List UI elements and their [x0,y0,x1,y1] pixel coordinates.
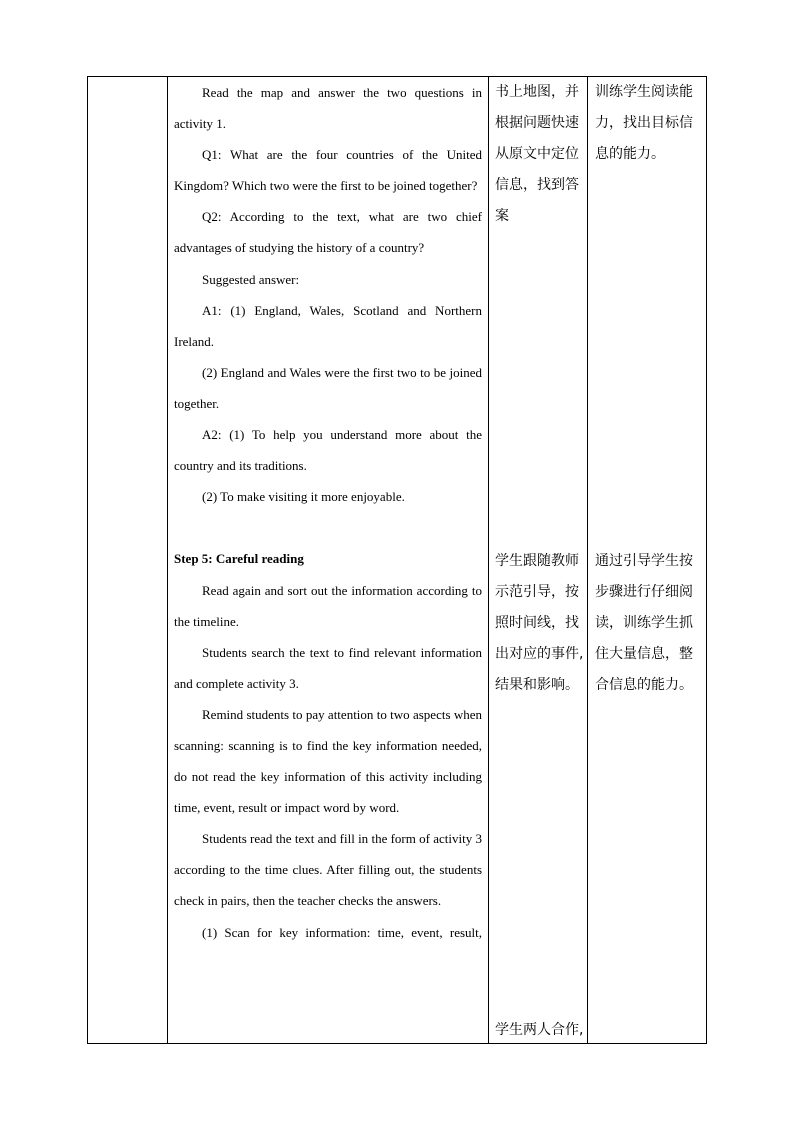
design-text-line: 读，训练学生抓 [595,615,693,631]
lesson-plan-table [87,76,707,1044]
student-activity-block-1 [495,77,579,232]
design-text-line: 力，找出目标信 [595,115,693,131]
step-5-paragraph: (1) Scan for key information: time, event, result, [202,924,482,940]
column-blank [88,77,167,1043]
column-teaching-activities [169,77,487,1043]
suggested-answer-label: Suggested answer: [202,271,300,287]
student-text-line: 照时间线，找 [495,615,579,631]
student-text-line: 书上地图，并 [495,84,579,100]
student-text-line: 信息，找到答 [495,177,579,193]
design-intent-block-2 [595,546,693,701]
answer-2-part-2: (2) To make visiting it more enjoyable. [202,489,405,505]
column-divider [587,77,588,1043]
student-text-line: 出对应的事件, [495,646,584,662]
answer-2: A2: (1) To help you understand more about the country and its traditions. [174,427,482,474]
design-intent-block-1 [595,77,693,170]
design-text-line: 训练学生阅读能 [595,84,693,100]
activity-text-block [174,77,482,948]
design-text-line: 住大量信息，整 [595,646,693,662]
student-text-line: 学生跟随教师 [495,553,579,569]
design-text-line: 息的能力。 [595,146,665,162]
column-design-intent [590,77,704,1043]
student-text-line: 学生两人合作, [495,1022,584,1038]
design-text-line: 通过引导学生按 [595,553,693,569]
column-divider [488,77,489,1043]
student-text-line: 案 [495,208,509,224]
step-5-paragraph: Remind students to pay attention to two aspects when scanning: scanning is to find the key information needed, do not read the key information of this activity including time, event, result or impact word by word. [174,706,482,816]
answer-1: A1: (1) England, Wales, Scotland and Northern Ireland. [174,302,482,349]
step-5-paragraph: Students read the text and fill in the form of activity 3 according to the time clues. After filling out, the students check in pairs, then the teacher checks the answers. [174,831,482,909]
design-text-line: 合信息的能力。 [595,677,693,693]
student-activity-block-2 [495,546,583,701]
student-text-line: 示范引导，按 [495,584,579,600]
student-text-line: 从原文中定位 [495,146,579,162]
column-divider [167,77,168,1043]
step-5-heading: Step 5: Careful reading [174,551,304,567]
question-2: Q2: According to the text, what are two chief advantages of studying the history of a country? [174,209,482,256]
instruction-paragraph: Read the map and answer the two questions in activity 1. [174,85,482,132]
answer-1-part-2: (2) England and Wales were the first two to be joined together. [174,364,482,411]
student-text-line: 根据问题快速 [495,115,579,131]
design-text-line: 步骤进行仔细阅 [595,584,693,600]
student-text-line: 结果和影响。 [495,677,579,693]
step-5-paragraph: Students search the text to find relevant information and complete activity 3. [174,644,482,691]
column-student-activities [490,77,586,1043]
step-5-paragraph: Read again and sort out the information according to the timeline. [174,582,482,629]
question-1: Q1: What are the four countries of the United Kingdom? Which two were the first to be joined together? [174,147,482,194]
blank-line [174,512,482,543]
student-activity-block-3 [495,1015,583,1043]
